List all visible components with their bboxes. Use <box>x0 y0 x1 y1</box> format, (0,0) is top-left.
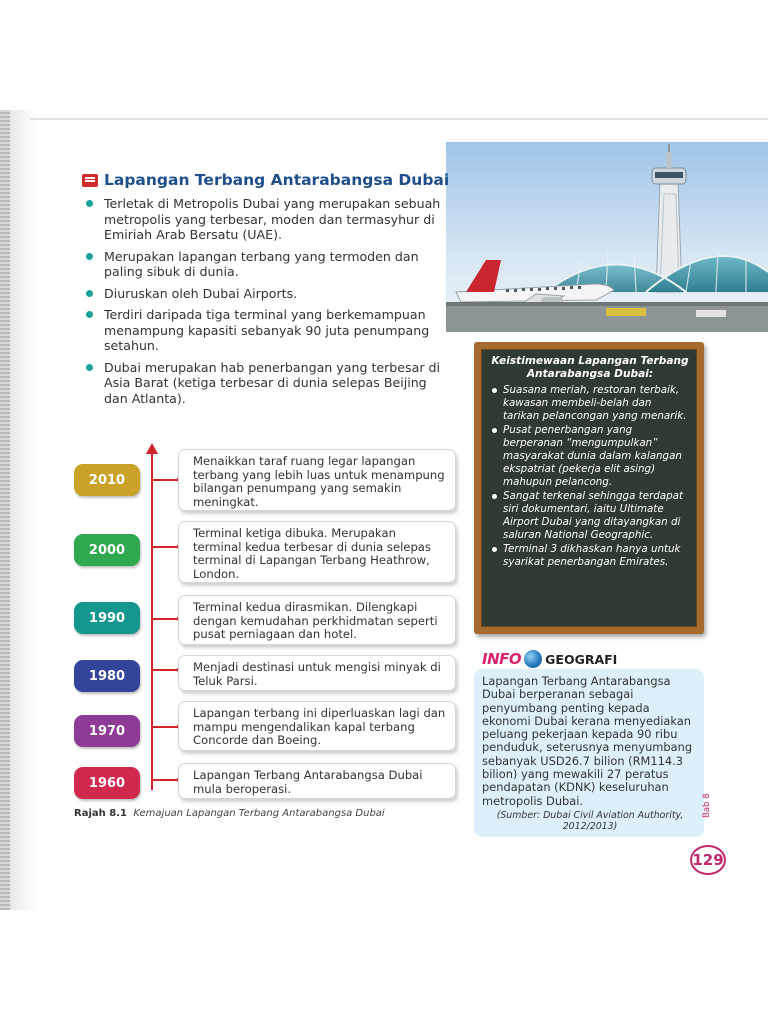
list-item: Terminal 3 dikhaskan hanya untuk syarikat penerbangan Emirates. <box>491 543 689 569</box>
year-badge-2000: 2000 <box>74 534 140 566</box>
page-number: 129 <box>690 845 726 875</box>
chalkboard-list <box>491 384 689 569</box>
bullet-dot-icon <box>492 547 497 552</box>
year-badge-2010: 2010 <box>74 464 140 496</box>
speech-bubble-icon <box>82 174 98 187</box>
bullet-dot-icon <box>86 253 93 260</box>
page-top-rule <box>30 118 768 120</box>
year-badge-1980: 1980 <box>74 660 140 692</box>
figure-caption-text: Kemajuan Lapangan Terbang Antarabangsa Dubai <box>133 808 385 819</box>
dubai-airport-photo <box>446 142 768 332</box>
timeline-event-1970: Lapangan terbang ini diperluaskan lagi dan mampu mengendalikan kapal terbang Concorde dan Boeing. <box>178 701 456 751</box>
list-item: Merupakan lapangan terbang yang termoden dan paling sibuk di dunia. <box>84 249 454 280</box>
chapter-label: Bab 8 <box>702 793 712 818</box>
info-source: (Sumber: Dubai Civil Aviation Authority, 2012/2013) <box>496 809 684 832</box>
info-geografi-header <box>482 650 617 668</box>
list-item: Diuruskan oleh Dubai Airports. <box>84 286 454 302</box>
timeline-event-2010: Menaikkan taraf ruang legar lapangan terbang yang lebih luas untuk menampung bilangan penumpang yang semakin meningkat. <box>178 449 456 511</box>
list-item: Pusat penerbangan yang berperanan “mengumpulkan” masyarakat dunia dalam kalangan ekspatriat (pekerja elit asing) mahupun pelancong. <box>491 424 689 489</box>
bullet-dot-icon <box>86 290 93 297</box>
list-item: Dubai merupakan hab penerbangan yang terbesar di Asia Barat (ketiga terbesar di dunia selepas Beijing dan Atlanta). <box>84 360 454 407</box>
bullet-dot-icon <box>86 311 93 318</box>
fact-list <box>84 196 454 412</box>
timeline-event-1960: Lapangan Terbang Antarabangsa Dubai mula beroperasi. <box>178 763 456 799</box>
chalkboard-panel <box>474 342 704 634</box>
info-text: Lapangan Terbang Antarabangsa Dubai berperanan sebagai penyumbang penting kepada ekonomi Dubai kerana menyediakan peluang pekerjaan kepada 90 ribu penduduk, seterusnya menyumbang sebanyak USD26.7 bilion (RM114.3 bilion) yang mewakili 27 peratus pendapatan (KDNK) keseluruhan metropolis Dubai. <box>482 674 693 808</box>
section-title-text: Lapangan Terbang Antarabangsa Dubai <box>104 171 450 189</box>
figure-label: Rajah 8.1 <box>74 808 127 819</box>
info-geografi-box <box>474 669 704 837</box>
figure-caption <box>74 808 385 819</box>
bullet-dot-icon <box>492 388 497 393</box>
list-item: Terletak di Metropolis Dubai yang merupakan sebuah metropolis yang terbesar, moden dan termasyhur di Emiriah Arab Bersatu (UAE). <box>84 196 454 243</box>
chalkboard-title: Keistimewaan Lapangan Terbang Antarabangsa Dubai: <box>491 355 689 380</box>
section-title <box>82 171 449 189</box>
page-edge <box>0 110 10 910</box>
list-item: Suasana meriah, restoran terbaik, kawasan membeli-belah dan tarikan pelancongan yang menarik. <box>491 384 689 423</box>
info-label: INFO <box>482 650 522 668</box>
timeline-event-1980: Menjadi destinasi untuk mengisi minyak di Teluk Parsi. <box>178 655 456 691</box>
timeline-event-2000: Terminal ketiga dibuka. Merupakan terminal kedua terbesar di dunia selepas terminal di Lapangan Terbang Heathrow, London. <box>178 521 456 583</box>
timeline-event-1990: Terminal kedua dirasmikan. Dilengkapi dengan kemudahan perkhidmatan seperti pusat perniagaan dan hotel. <box>178 595 456 645</box>
bullet-dot-icon <box>492 428 497 433</box>
year-badge-1990: 1990 <box>74 602 140 634</box>
bullet-dot-icon <box>86 200 93 207</box>
bullet-dot-icon <box>492 494 497 499</box>
bullet-dot-icon <box>86 364 93 371</box>
list-item: Terdiri daripada tiga terminal yang berkemampuan menampung kapasiti sebanyak 90 juta penumpang setahun. <box>84 307 454 354</box>
geografi-label: GEOGRAFI <box>545 651 618 667</box>
year-badge-1970: 1970 <box>74 715 140 747</box>
list-item: Sangat terkenal sehingga terdapat siri dokumentari, iaitu Ultimate Airport Dubai yang ditayangkan di saluran National Geographic. <box>491 490 689 542</box>
timeline-axis <box>151 452 153 790</box>
year-badge-1960: 1960 <box>74 767 140 799</box>
globe-icon <box>524 650 542 668</box>
